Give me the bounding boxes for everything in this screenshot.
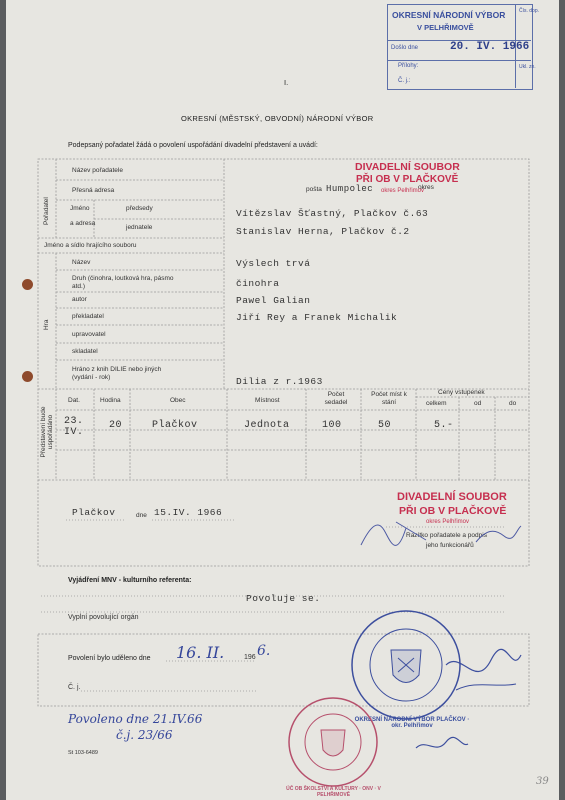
play-title-value: Výslech trvá — [236, 258, 311, 269]
registry-stamp-line1: OKRESNÍ NÁRODNÍ VÝBOR — [392, 10, 506, 20]
permit-granted-label: Povolení bylo uděleno dne — [68, 655, 151, 662]
performance-section-label: Představení bude uspořádáno — [40, 406, 54, 458]
registry-date-value: 20. IV. 1966 — [450, 41, 530, 53]
sign-stamp-line2: PŘI OB V PLAČKOVĚ — [399, 505, 507, 517]
sign-label1: Razítko pořadatele a podpis — [406, 532, 487, 539]
adresa-label: a adresa — [70, 220, 96, 227]
sign-dne-label: dne — [136, 512, 147, 519]
perf-to-header: do — [509, 400, 517, 407]
org-stamp-line1: DIVADELNÍ SOUBOR — [355, 161, 460, 173]
registry-side2: Ukl. zn. — [519, 64, 536, 70]
sign-stamp-line3: okres Pelhřimov — [426, 519, 470, 525]
author-value: Pawel Galian — [236, 295, 311, 306]
okres-label: okres — [418, 184, 434, 191]
perf-date-value: 23. IV. — [64, 416, 84, 438]
note-line2: č.j. 23/66 — [116, 728, 173, 742]
posta-label: pošta — [306, 186, 322, 193]
play-section-label: Hra — [43, 319, 50, 330]
mnv-opinion-value: Povoluje se. — [246, 593, 321, 604]
registry-date-label: Došlo dne — [391, 45, 419, 51]
form-code: St 103-6489 — [68, 750, 98, 756]
issuer-label: Vyplní povolující orgán — [68, 614, 139, 621]
perf-total-value: 5.- — [434, 420, 454, 431]
perf-from-header: od — [474, 400, 482, 407]
sign-place: Plačkov — [72, 507, 116, 518]
perf-town-header: Obec — [170, 397, 186, 404]
culture-seal-text: ÚČ OB ŠKOLSTVÍ A KULTURY · ONV · V PELHŘIMOVĚ — [286, 786, 381, 798]
chairman-value: Vítězslav Šťastný, Plačkov č.63 — [236, 208, 429, 219]
organizer-name-label: Název pořadatele — [72, 167, 123, 174]
perf-town-value: Plačkov — [152, 420, 198, 431]
troupe-label: Jméno a sídlo hrajícího souboru — [44, 242, 137, 249]
form-title: OKRESNÍ (MĚSTSKÝ, OBVODNÍ) NÁRODNÍ VÝBOR — [181, 114, 374, 123]
roman-numeral: I. — [284, 78, 289, 87]
perf-venue-header: Místnost — [255, 397, 280, 404]
perf-hour-value: 20 — [109, 420, 123, 431]
translator-value: Jiří Rey a Franek Michalik — [236, 312, 398, 323]
perf-standing-header: Počet míst k stání — [371, 391, 407, 406]
registry-side1: Čís. dop. — [519, 8, 540, 14]
document-page — [6, 0, 559, 800]
secretary-label: jednatele — [126, 224, 153, 231]
mnv-opinion-label: Vyjádření MNV - kulturního referenta: — [68, 577, 192, 584]
org-stamp-line2: PŘI OB V PLAČKOVĚ — [356, 174, 459, 185]
sign-label2: jeho funkcionářů — [426, 542, 474, 549]
secretary-value: Stanislav Herna, Plačkov č.2 — [236, 226, 410, 237]
permit-year-print: 196 — [244, 654, 256, 661]
perf-date-header: Dat. — [68, 397, 80, 404]
registry-cj-label: Č. j.: — [398, 78, 411, 84]
translator-label: překladatel — [72, 313, 104, 320]
permit-year-hand: 6. — [257, 643, 271, 659]
permit-cj-label: Č. j. — [68, 684, 81, 691]
chairman-label: předsedy — [126, 205, 153, 212]
posta-value: Humpolec — [326, 184, 374, 194]
perf-standing-value: 50 — [378, 420, 392, 431]
organizer-section-label: Pořadatel — [43, 197, 50, 225]
organizer-address-label: Přesná adresa — [72, 187, 115, 194]
sign-date: 15.IV. 1966 — [154, 507, 223, 518]
onv-seal-text: OKRESNÍ NÁRODNÍ VÝBOR PLAČKOV · okr. Pelhřimov — [354, 717, 470, 729]
genre-label: Druh (činohra, loutková hra, pásmo atd.) — [72, 275, 174, 290]
perf-venue-value: Jednota — [244, 420, 290, 431]
culture-seal — [6, 0, 559, 800]
org-stamp-line3: okres Pelhřimov — [381, 188, 425, 194]
perf-prices-header: Ceny vstupenek — [438, 389, 485, 396]
form-intro: Podepsaný pořadatel žádá o povolení uspořádání divadelní představení a uvádí: — [68, 142, 318, 149]
author-label: autor — [72, 296, 87, 303]
source-value: Dilia z r.1963 — [236, 376, 323, 387]
registry-stamp-line2: V PELHŘIMOVĚ — [417, 23, 474, 32]
genre-value: činohra — [236, 278, 280, 289]
composer-label: skladatel — [72, 348, 98, 355]
perf-hour-header: Hodina — [100, 397, 121, 404]
play-title-label: Název — [72, 259, 91, 266]
page-mark: 39 — [536, 776, 549, 787]
adapter-label: upravovatel — [72, 331, 106, 338]
perf-seats-value: 100 — [322, 420, 342, 431]
source-label: Hráno z knih DILIE nebo jiných (vydání - rok) — [72, 366, 162, 381]
permit-granted-day: 16. II. — [176, 643, 225, 662]
sign-stamp-line1: DIVADELNÍ SOUBOR — [397, 491, 507, 503]
jmeno-label: Jméno — [70, 205, 90, 212]
registry-attachments-label: Přílohy: — [398, 63, 419, 69]
note-line1: Povoleno dne 21.IV.66 — [68, 712, 203, 726]
perf-seats-header: Počet sedadel — [324, 391, 348, 406]
perf-total-header: celkem — [426, 400, 447, 407]
